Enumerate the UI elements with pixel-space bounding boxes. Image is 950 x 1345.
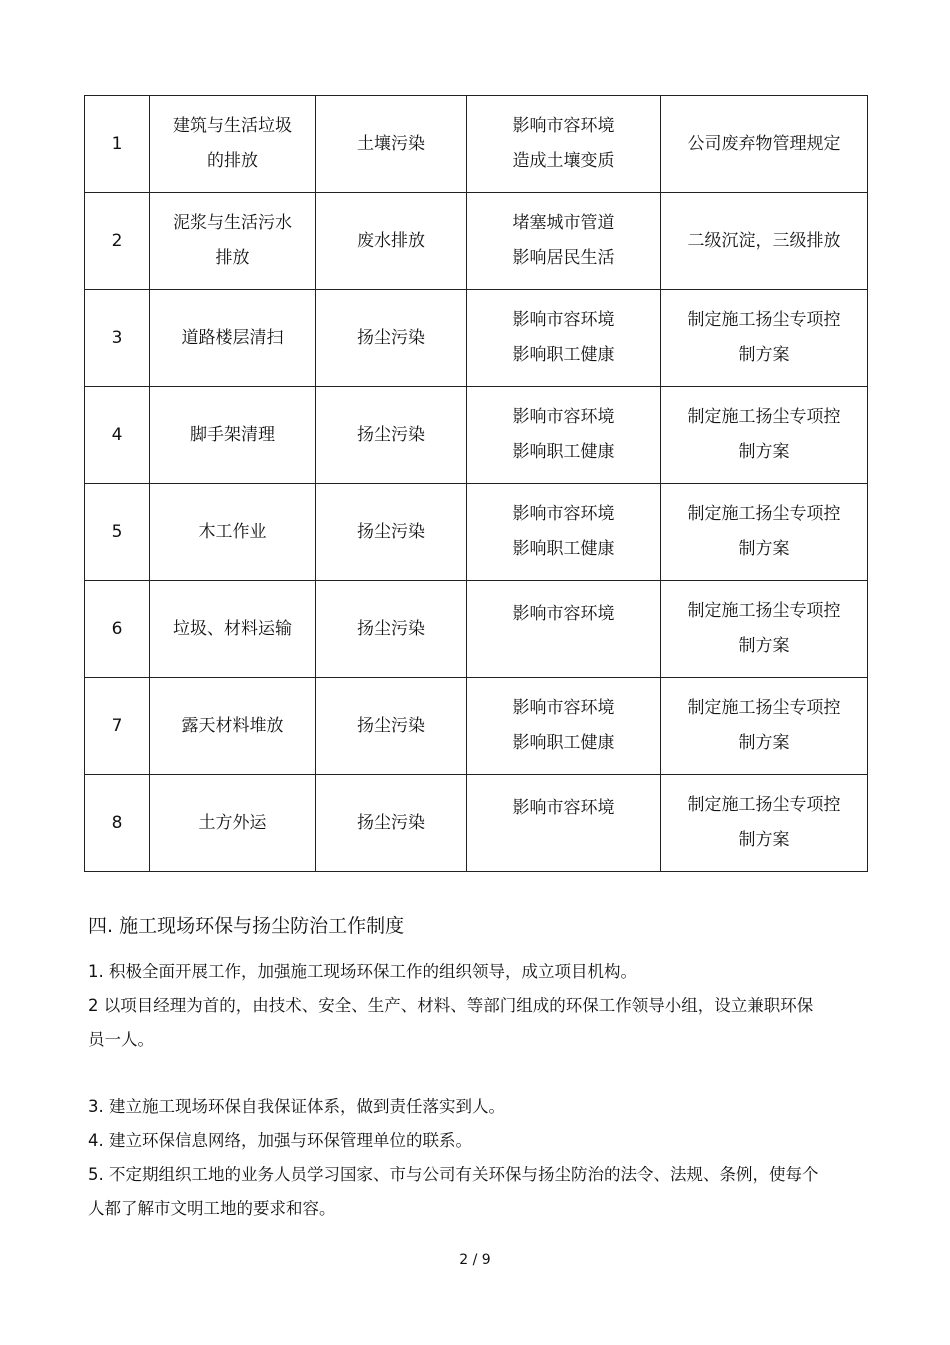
- table-row: [85, 484, 868, 581]
- list-item: 5. 不定期组织工地的业务人员学习国家、市与公司有关环保与扬尘防治的法令、法规、条例，使每个人都了解市文明工地的要求和容。: [88, 1165, 819, 1218]
- impact-cell: 影响市容环境 造成土壤变质: [467, 96, 661, 193]
- activity-cell: 露天材料堆放: [150, 678, 316, 775]
- activity-cell: 建筑与生活垃圾 的排放: [150, 96, 316, 193]
- activity-cell: 道路楼层清扫: [150, 290, 316, 387]
- control-measure-cell: 制定施工扬尘专项控 制方案: [661, 581, 868, 678]
- impact-cell: 影响市容环境 影响职工健康: [467, 290, 661, 387]
- activity-cell: 垃圾、材料运输: [150, 581, 316, 678]
- pollution-type-cell: 扬尘污染: [316, 387, 467, 484]
- control-measure-cell: 制定施工扬尘专项控 制方案: [661, 775, 868, 872]
- control-measure-cell: 制定施工扬尘专项控 制方案: [661, 387, 868, 484]
- pollution-type-cell: 扬尘污染: [316, 678, 467, 775]
- row-number: 7: [85, 678, 150, 775]
- table-row: [85, 581, 868, 678]
- section-heading: 四. 施工现场环保与扬尘防治工作制度: [88, 915, 405, 937]
- control-measure-cell: 公司废弃物管理规定: [661, 96, 868, 193]
- row-number: 1: [85, 96, 150, 193]
- list-item: 3. 建立施工现场环保自我保证体系，做到责任落实到人。: [88, 1097, 505, 1116]
- list-item: 1. 积极全面开展工作，加强施工现场环保工作的组织领导，成立项目机构。: [88, 962, 637, 981]
- row-number: 4: [85, 387, 150, 484]
- control-measure-cell: 制定施工扬尘专项控 制方案: [661, 290, 868, 387]
- table-row: [85, 290, 868, 387]
- control-measure-cell: 制定施工扬尘专项控 制方案: [661, 678, 868, 775]
- impact-cell: 影响市容环境: [467, 775, 661, 872]
- pollution-type-cell: 扬尘污染: [316, 775, 467, 872]
- table-row: [85, 775, 868, 872]
- environmental-factors-table: [84, 95, 868, 872]
- list-item: 4. 建立环保信息网络，加强与环保管理单位的联系。: [88, 1131, 472, 1150]
- impact-cell: 堵塞城市管道 影响居民生活: [467, 193, 661, 290]
- pollution-type-cell: 土壤污染: [316, 96, 467, 193]
- table-row: [85, 387, 868, 484]
- list-item: 2 以项目经理为首的，由技术、安全、生产、材料、等部门组成的环保工作领导小组，设立兼职环保员一人。: [88, 996, 814, 1049]
- impact-cell: 影响市容环境 影响职工健康: [467, 678, 661, 775]
- row-number: 6: [85, 581, 150, 678]
- table-row: [85, 678, 868, 775]
- page-number: 2 / 9: [459, 1252, 491, 1268]
- row-number: 5: [85, 484, 150, 581]
- table-row: [85, 96, 868, 193]
- row-number: 3: [85, 290, 150, 387]
- impact-cell: 影响市容环境 影响职工健康: [467, 387, 661, 484]
- row-number: 8: [85, 775, 150, 872]
- activity-cell: 土方外运: [150, 775, 316, 872]
- control-measure-cell: 二级沉淀，三级排放: [661, 193, 868, 290]
- row-number: 2: [85, 193, 150, 290]
- impact-cell: 影响市容环境 影响职工健康: [467, 484, 661, 581]
- control-measure-cell: 制定施工扬尘专项控 制方案: [661, 484, 868, 581]
- pollution-type-cell: 废水排放: [316, 193, 467, 290]
- pollution-type-cell: 扬尘污染: [316, 581, 467, 678]
- impact-cell: 影响市容环境: [467, 581, 661, 678]
- pollution-type-cell: 扬尘污染: [316, 484, 467, 581]
- pollution-type-cell: 扬尘污染: [316, 290, 467, 387]
- table-row: [85, 193, 868, 290]
- activity-cell: 泥浆与生活污水 排放: [150, 193, 316, 290]
- activity-cell: 木工作业: [150, 484, 316, 581]
- activity-cell: 脚手架清理: [150, 387, 316, 484]
